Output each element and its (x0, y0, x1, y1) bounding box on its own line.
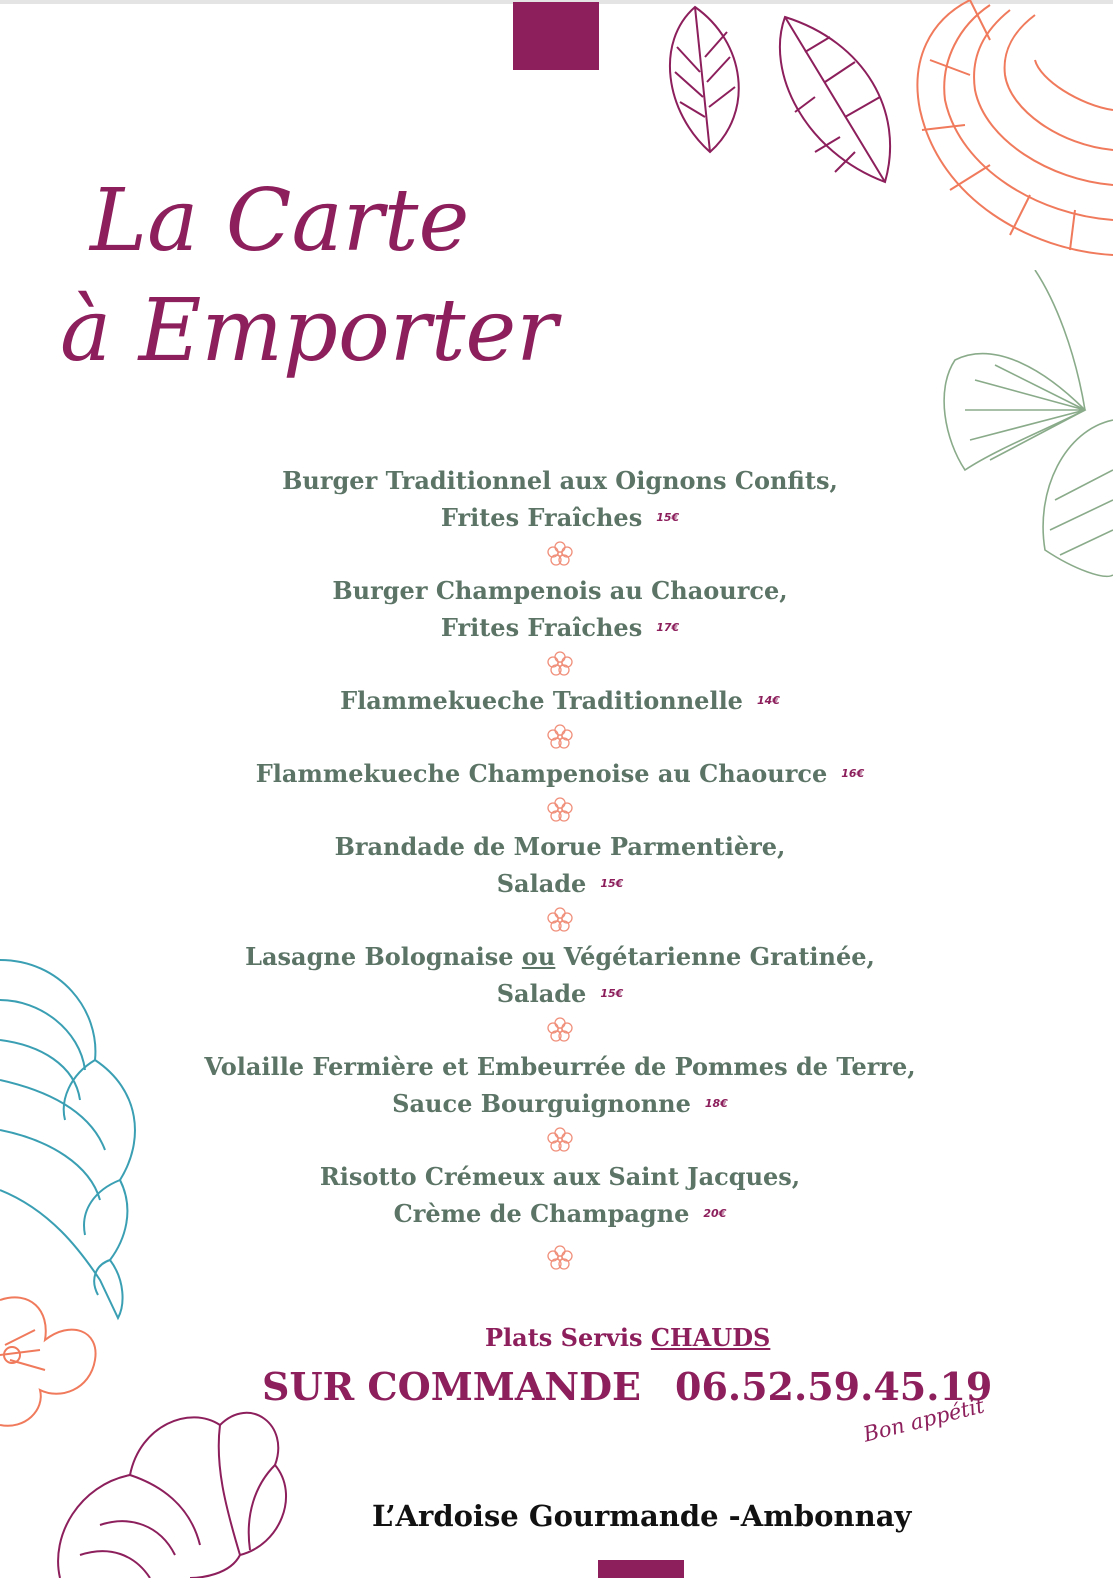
plum-square-top (513, 2, 599, 70)
flower-separator-icon (160, 646, 960, 682)
dish-name-line: Frites Fraîches (440, 503, 643, 532)
plum-flower-icon (40, 1355, 300, 1578)
served-prefix: Plats Servis (485, 1323, 643, 1352)
dish-name-line: Frites Fraîches (440, 613, 643, 642)
flower-separator-icon (160, 1122, 960, 1158)
dish-name-line: Salade (496, 979, 587, 1008)
menu-item (160, 682, 960, 719)
flower-separator-icon (160, 536, 960, 572)
menu-list (160, 462, 960, 1276)
menu-item (160, 1158, 960, 1232)
menu-item (160, 1048, 960, 1122)
dish-name-line: Risotto Crémeux aux Saint Jacques, (319, 1162, 801, 1191)
menu-title (60, 150, 660, 430)
dish-price: 15€ (656, 511, 680, 524)
plum-square-bottom (598, 1560, 684, 1578)
flower-separator-icon (160, 1240, 960, 1276)
flower-separator-icon (160, 792, 960, 828)
coral-shell-icon (910, 0, 1113, 260)
dish-name-line: Salade (496, 869, 587, 898)
leaves-illustration-icon (655, 2, 910, 187)
dish-name-line: Brandade de Morue Parmentière, (334, 832, 786, 861)
dish-name-part: Végétarienne Gratinée, (555, 942, 875, 971)
order-line (262, 1364, 992, 1409)
dish-name-line: Burger Traditionnel aux Oignons Confits, (282, 466, 838, 495)
title-line-2: à Emporter (60, 281, 558, 381)
menu-item (160, 572, 960, 646)
dish-price: 14€ (756, 694, 780, 707)
dish-price: 17€ (656, 621, 680, 634)
menu-item (160, 755, 960, 792)
dish-name-line: Sauce Bourguignonne (392, 1089, 691, 1118)
title-line-1: La Carte (90, 171, 470, 271)
dish-name-line: Flammekueche Traditionnelle (340, 686, 743, 715)
dish-name-line: Crème de Champagne (393, 1199, 690, 1228)
dish-name-line: Flammekueche Champenoise au Chaource (255, 759, 828, 788)
dish-name-part: Lasagne Bolognaise (245, 942, 522, 971)
dish-price: 15€ (600, 877, 624, 890)
restaurant-name: L’Ardoise Gourmande -Ambonnay (372, 1499, 912, 1533)
dish-name-line: Volaille Fermière et Embeurrée de Pommes de Terre, (204, 1052, 916, 1081)
ginkgo-leaves-icon (935, 270, 1113, 580)
served-emphasis: CHAUDS (650, 1323, 771, 1352)
phone-number: 06.52.59.45.19 (675, 1364, 993, 1409)
dish-price: 20€ (703, 1207, 727, 1220)
dish-price: 15€ (600, 987, 624, 1000)
served-hot-note (485, 1323, 770, 1352)
dish-price: 16€ (841, 767, 865, 780)
menu-item (160, 462, 960, 536)
bon-appetit: Bon appétit (860, 1393, 987, 1447)
dish-price: 18€ (704, 1097, 728, 1110)
order-label: SUR COMMANDE (262, 1364, 641, 1409)
flower-separator-icon (160, 902, 960, 938)
flower-separator-icon (160, 719, 960, 755)
flower-separator-icon (160, 1012, 960, 1048)
menu-item (160, 828, 960, 902)
dish-name-line: Burger Champenois au Chaource, (332, 576, 788, 605)
menu-item (160, 938, 960, 1012)
dish-name-underlined: ou (521, 942, 556, 971)
